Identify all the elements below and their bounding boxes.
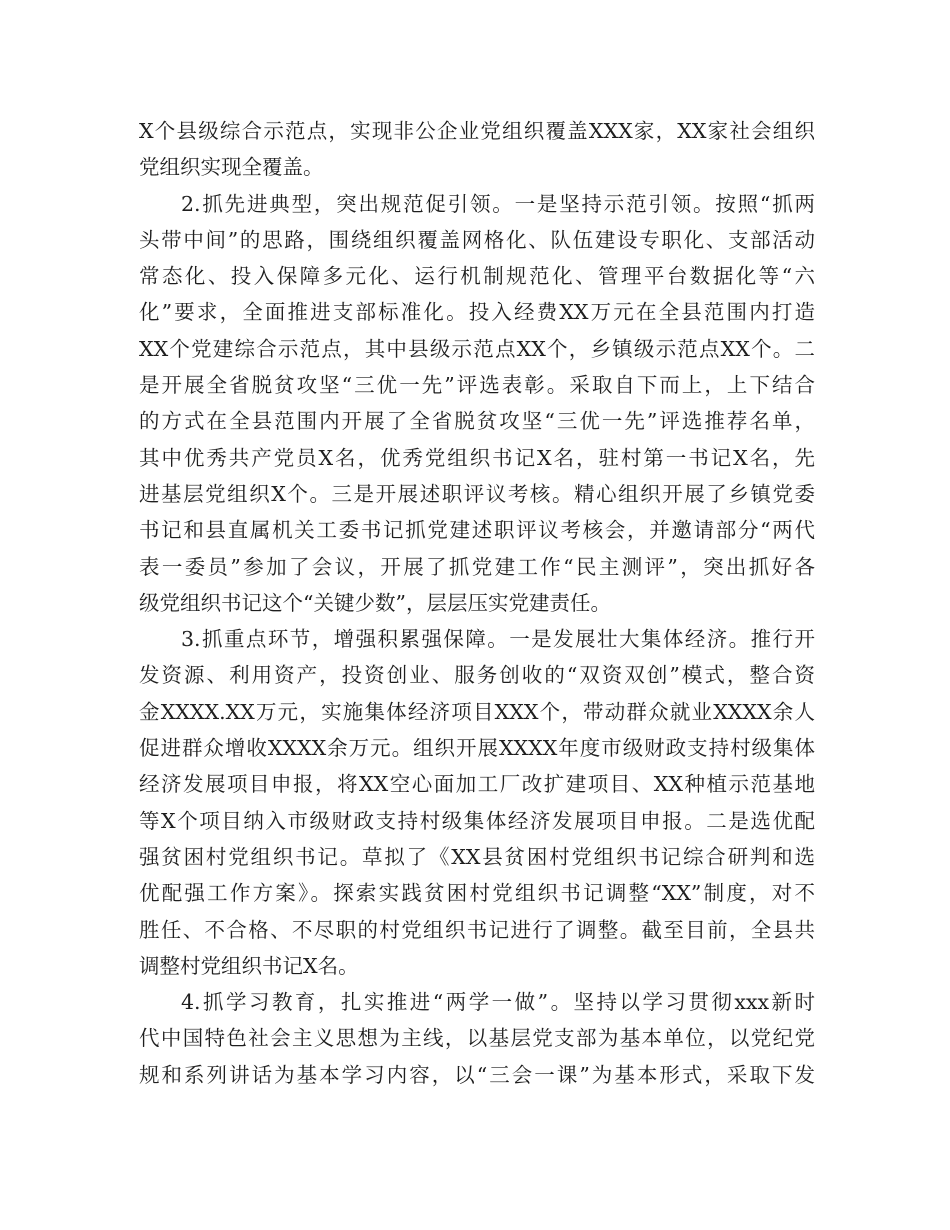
text-line: 促进群众增收XXXX余万元。组织开展XXXX年度市级财政支持村级集体 (139, 736, 815, 761)
paragraph-4-first-line: 4.抓学习教育，扎实推进“两学一做”。坚持以学习贯彻xxx新时 (181, 990, 815, 1015)
text-line: 调整村党组织书记X名。 (139, 953, 359, 978)
text-line: 书记和县直属机关工委书记抓党建述职评议考核会，并邀请部分“两代 (139, 518, 815, 543)
text-line: 强贫困村党组织书记。草拟了《XX县贫困村党组织书记综合研判和选 (139, 844, 815, 869)
text-line: 其中优秀共产党员X名，优秀党组织书记X名，驻村第一书记X名，先 (139, 445, 815, 470)
text-line: 常态化、投入保障多元化、运行机制规范化、管理平台数据化等“六 (139, 264, 815, 289)
text-line: 规和系列讲话为基本学习内容，以“三会一课”为基本形式，采取下发 (139, 1062, 815, 1087)
text-line: X个县级综合示范点，实现非公企业党组织覆盖XXX家，XX家社会组织 (139, 119, 815, 143)
text-line: 金XXXX.XX万元，实施集体经济项目XXX个，带动群众就业XXXX余人 (139, 699, 815, 724)
text-line: 化”要求，全面推进支部标准化。投入经费XX万元在全县范围内打造 (139, 300, 815, 325)
text-line: 代中国特色社会主义思想为主线，以基层党支部为基本单位，以党纪党 (139, 1026, 815, 1051)
text-line: 头带中间”的思路，围绕组织覆盖网格化、队伍建设专职化、支部活动 (139, 227, 815, 252)
text-line: 的方式在全县范围内开展了全省脱贫攻坚“三优一先”评选推荐名单， (139, 409, 815, 434)
text-line: 优配强工作方案》。探索实践贫困村党组织书记调整“XX”制度，对不 (139, 881, 815, 906)
paragraph-3-first-line: 3.抓重点环节，增强积累强保障。一是发展壮大集体经济。推行开 (181, 627, 815, 652)
text-line: 胜任、不合格、不尽职的村党组织书记进行了调整。截至目前，全县共 (139, 917, 815, 942)
text-line: 进基层党组织X个。三是开展述职评议考核。精心组织开展了乡镇党委 (139, 481, 815, 506)
text-line: 是开展全省脱贫攻坚“三优一先”评选表彰。采取自下而上，上下结合 (139, 373, 815, 398)
paragraph-2-first-line: 2.抓先进典型，突出规范促引领。一是坚持示范引领。按照“抓两 (181, 191, 815, 216)
document-body (139, 113, 815, 1093)
text-line: 党组织实现全覆盖。 (139, 155, 324, 180)
text-line: 表一委员”参加了会议，开展了抓党建工作“民主测评”，突出抓好各 (139, 554, 815, 579)
text-line: 经济发展项目申报，将XX空心面加工厂改扩建项目、XX种植示范基地 (139, 772, 815, 797)
text-line: XX个党建综合示范点，其中县级示范点XX个，乡镇级示范点XX个。二 (139, 336, 815, 361)
text-line: 级党组织书记这个“关键少数”，层层压实党建责任。 (139, 590, 611, 615)
text-line: 发资源、利用资产，投资创业、服务创收的“双资双创”模式，整合资 (139, 663, 815, 688)
text-line: 等X个项目纳入市级财政支持村级集体经济发展项目申报。二是选优配 (139, 808, 815, 833)
